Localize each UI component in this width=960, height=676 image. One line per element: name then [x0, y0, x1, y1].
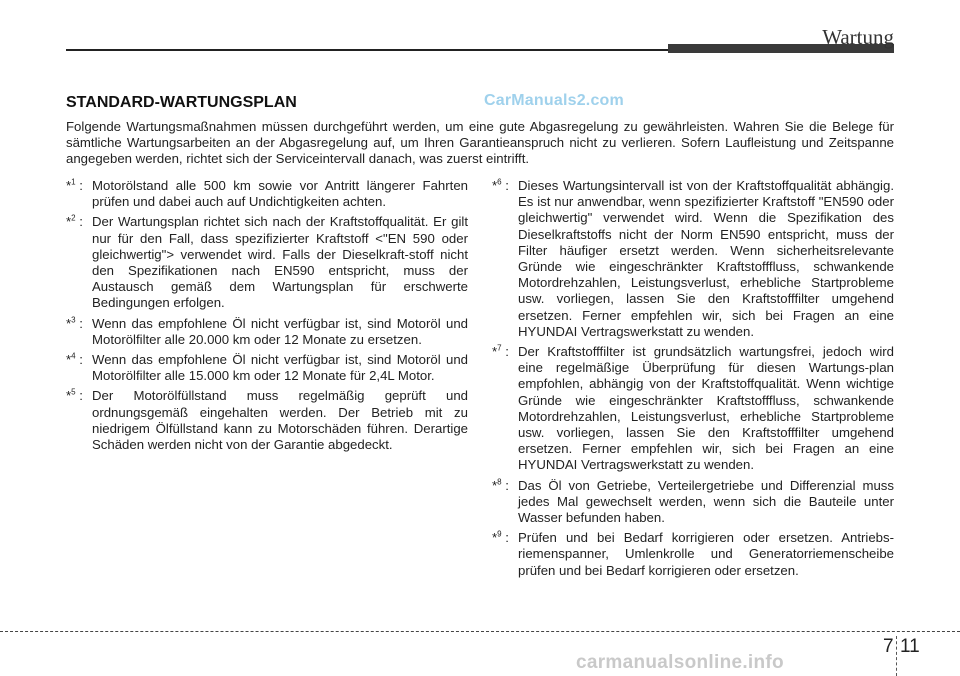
footnote-marker: *$^6$ :	[492, 177, 509, 193]
footnote-text: Der Motorölfüllstand muss regelmäßig geprüft und ordnungsgemäß eingehalten werden. Der Betrieb mit zu niedrigem Ölfüllstand kann zu Motorschäden führen. Derartige Schäden werden nicht von der Garantie abgedeckt.	[92, 388, 468, 453]
page-number-divider	[896, 636, 897, 676]
footnote-marker: *$^7$ :	[492, 343, 509, 360]
footnote-marker: *$^2$ :	[66, 214, 83, 230]
footnote	[66, 388, 468, 453]
footnote	[492, 344, 894, 474]
footnote-marker: *$^4$ :	[66, 351, 83, 368]
footnote	[66, 178, 468, 210]
footnote	[492, 478, 894, 527]
footnote	[492, 530, 894, 579]
notes-left-column	[66, 178, 468, 457]
header-rule-thin	[66, 49, 670, 51]
footnote-text: Das Öl von Getriebe, Verteilergetriebe und Differenzial muss jedes Mal gewechselt werden, wenn sich die Bauteile unter Wasser befunden haben.	[518, 477, 894, 526]
footnote-marker: *$^3$ :	[66, 315, 83, 331]
footnote-marker: *$^9$ :	[492, 529, 509, 546]
section-title: STANDARD-WARTUNGSPLAN	[66, 94, 297, 111]
chapter-title: Wartung	[822, 25, 894, 49]
notes-right-column	[492, 178, 894, 583]
footnote-text: Der Wartungsplan richtet sich nach der Kraftstoffqualität. Er gilt nur für den Fall, dass spezifizierter Kraftstoff <"EN 590 oder gleichwertig"> verwendet wird. Falls der Dieselkraft-stoff nicht den Spezifikationen nach EN590 entspricht, muss der Austausch gemäß dem Wartungsplan für erschwerte Bedingungen erfolgen.	[92, 214, 468, 311]
watermark-top: CarManuals2.com	[484, 92, 624, 109]
footnote-text: Der Kraftstofffilter ist grundsätzlich wartungsfrei, jedoch wird eine regelmäßige Überprüfung für diesen Wartungs-plan empfohlen, abhängig von der Kraftstoffqualität. Wenn wichtige Gründe wie eingeschränkter Kraftstofffluss, schwankende Motordrehzahlen, Leistungsverlust, erhebliche Startprobleme usw. vorliegen, lassen Sie den Kraftstofffilter umgehend ersetzen. Ferner empfehlen wir, sich bei Fragen an eine HYUNDAI Vertragswerkstatt zu wenden.	[518, 344, 894, 473]
watermark-bottom: carmanualsonline.info	[576, 652, 784, 673]
footnote-text: Wenn das empfohlene Öl nicht verfügbar ist, sind Motoröl und Motorölfilter alle 20.000 km oder 12 Monate zu ersetzen.	[92, 315, 468, 347]
intro-paragraph: Folgende Wartungsmaßnahmen müssen durchgeführt werden, um eine gute Abgasregelung zu gewährleisten. Wahren Sie die Belege für sämtliche Wartungsarbeiten an der Abgasregelung auf, um Ihren Garantieanspruch nicht zu verlieren. Sofern Laufleistung und Zeitspanne angegeben werden, richtet sich der Serviceintervall danach, was zuerst eintrifft.	[66, 119, 894, 166]
footnote	[66, 214, 468, 311]
footnote-marker: *$^5$ :	[66, 388, 83, 404]
footnote-marker: *$^8$ :	[492, 477, 509, 493]
chapter-number: 7	[883, 636, 894, 657]
footnote	[66, 352, 468, 384]
footer-rule	[0, 631, 960, 632]
footnote-text: Motorölstand alle 500 km sowie vor Antritt längerer Fahrten prüfen und dabei auch auf Undichtigkeiten achten.	[92, 178, 468, 210]
footnote	[66, 316, 468, 348]
page-number: 11	[900, 636, 920, 657]
footnote-text: Dieses Wartungsintervall ist von der Kraftstoffqualität abhängig. Es ist nur anwendbar, wenn spezifizierter Kraftstoff "EN590 oder gleichwertig" verwendet wird. Wenn die Spezifikation des Dieselkraftstoffs nicht der Norm EN590 entspricht, muss der Filter häufiger ersetzt werden. Wenn sicherheitsrelevante Gründe wie eingeschränkter Kraftstofffluss, schwankende Motordrehzahlen, Leistungsverlust, erhebliche Startprobleme usw. vorliegen, lassen Sie den Kraftstofffilter umgehend ersetzen. Ferner empfehlen wir, sich bei Fragen an eine HYUNDAI Vertragswerkstatt zu wenden.	[518, 178, 894, 339]
footnote-text: Prüfen und bei Bedarf korrigieren oder ersetzen. Antriebs-riemenspanner, Umlenkrolle und Generatorriemenscheibe prüfen und bei Bedarf korrigieren oder ersetzen.	[518, 530, 894, 578]
footnote-text: Wenn das empfohlene Öl nicht verfügbar ist, sind Motoröl und Motorölfilter alle 15.000 km oder 12 Monate für 2,4L Motor.	[92, 352, 468, 384]
footnote	[492, 178, 894, 340]
footnote-marker: *$^1$ :	[66, 177, 83, 193]
